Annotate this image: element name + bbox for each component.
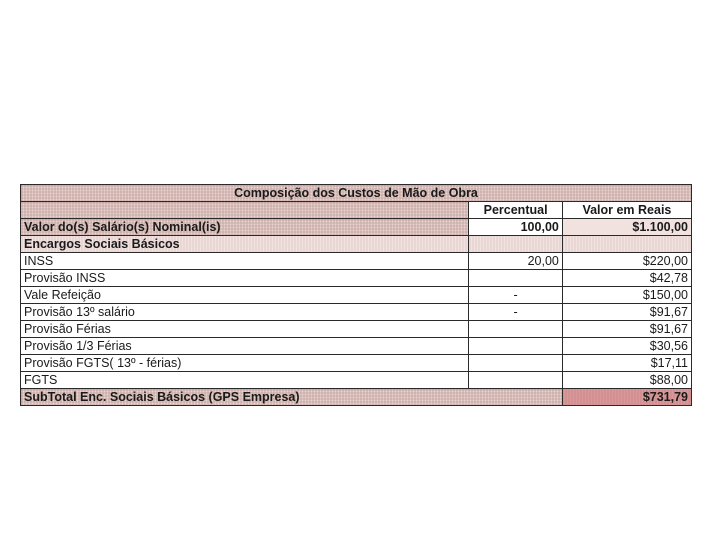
row-label: Provisão Férias (21, 321, 469, 338)
section-blank-pct (469, 236, 563, 253)
row-label: INSS (21, 253, 469, 270)
row-value: $88,00 (562, 372, 691, 389)
row-value: $220,00 (562, 253, 691, 270)
row-percent: - (469, 287, 563, 304)
salary-row (21, 219, 692, 236)
row-value: $17,11 (562, 355, 691, 372)
row-value: $42,78 (562, 270, 691, 287)
row-percent (469, 355, 563, 372)
header-percentual: Percentual (469, 202, 563, 219)
row-label: Vale Refeição (21, 287, 469, 304)
table-row (21, 355, 692, 372)
row-percent (469, 338, 563, 355)
section-row (21, 236, 692, 253)
table-row (21, 304, 692, 321)
row-label: Provisão FGTS( 13º - férias) (21, 355, 469, 372)
table-row (21, 270, 692, 287)
row-label: Provisão INSS (21, 270, 469, 287)
row-percent: 20,00 (469, 253, 563, 270)
row-label: Provisão 13º salário (21, 304, 469, 321)
row-value: $30,56 (562, 338, 691, 355)
table-row (21, 338, 692, 355)
row-percent (469, 270, 563, 287)
salary-value: $1.100,00 (562, 219, 691, 236)
table-row (21, 253, 692, 270)
row-label: FGTS (21, 372, 469, 389)
table-title: Composição dos Custos de Mão de Obra (21, 185, 692, 202)
header-valor: Valor em Reais (562, 202, 691, 219)
salary-percent: 100,00 (469, 219, 563, 236)
row-percent (469, 321, 563, 338)
table-row (21, 321, 692, 338)
subtotal-value: $731,79 (562, 389, 691, 406)
row-label: Provisão 1/3 Férias (21, 338, 469, 355)
table-row (21, 372, 692, 389)
row-percent: - (469, 304, 563, 321)
row-value: $150,00 (562, 287, 691, 304)
table-row (21, 287, 692, 304)
row-percent (469, 372, 563, 389)
row-value: $91,67 (562, 304, 691, 321)
subtotal-label: SubTotal Enc. Sociais Básicos (GPS Empresa) (21, 389, 563, 406)
header-blank-cell (21, 202, 469, 219)
title-row (21, 185, 692, 202)
subtotal-row (21, 389, 692, 406)
salary-label: Valor do(s) Salário(s) Nominal(is) (21, 219, 469, 236)
row-value: $91,67 (562, 321, 691, 338)
header-row (21, 202, 692, 219)
labor-cost-table (20, 184, 692, 406)
section-label: Encargos Sociais Básicos (21, 236, 469, 253)
section-blank-val (562, 236, 691, 253)
